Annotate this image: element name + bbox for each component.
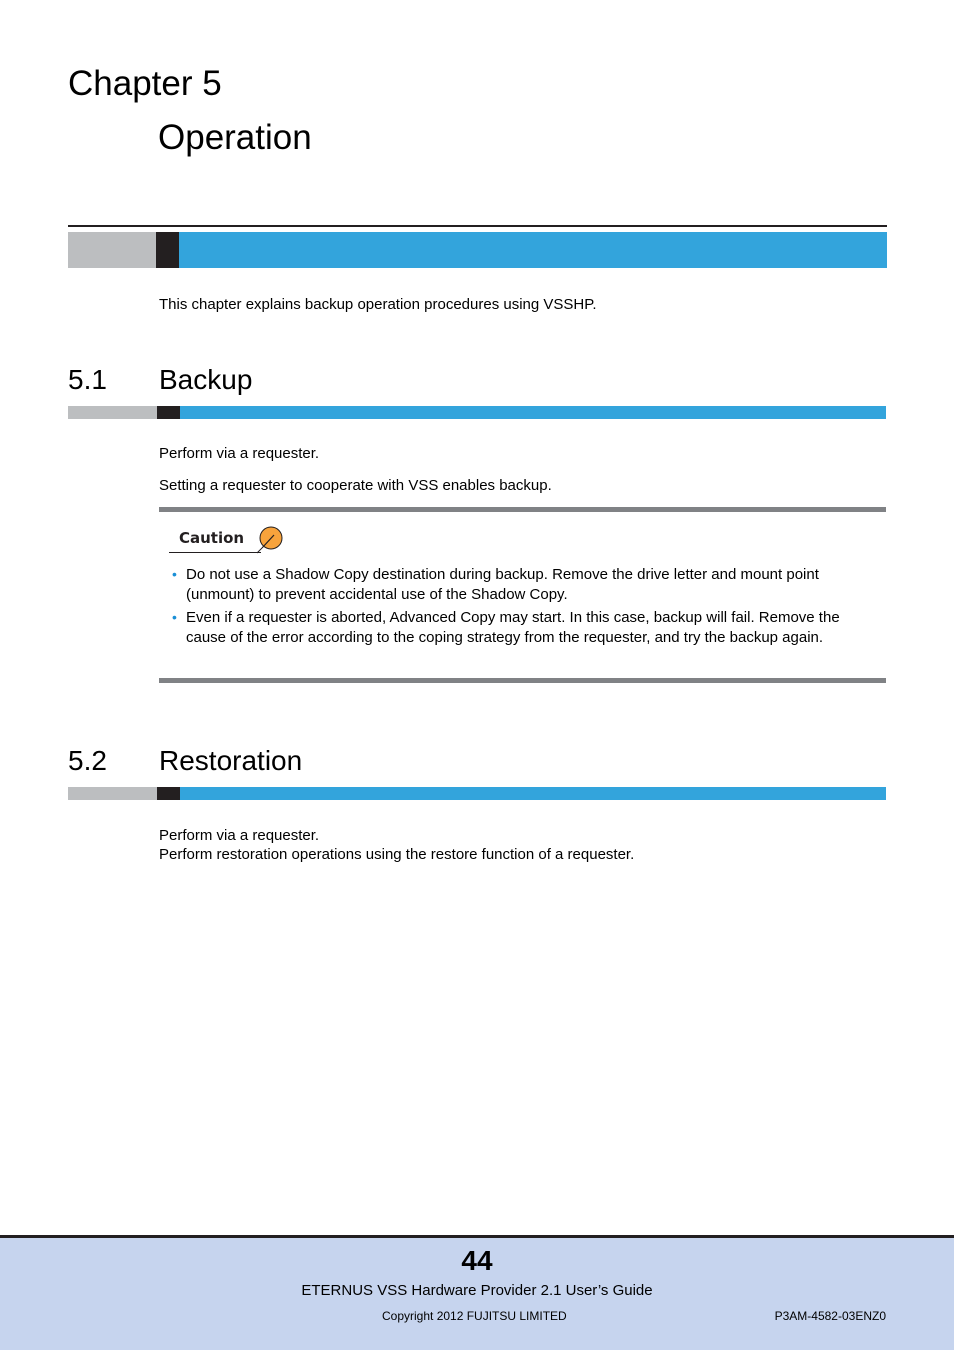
heading-bar-gray-segment bbox=[68, 232, 156, 268]
chapter-intro: This chapter explains backup operation procedures using VSSHP. bbox=[159, 296, 597, 313]
section-title: Backup bbox=[159, 364, 253, 395]
caution-pencil-icon bbox=[255, 524, 285, 554]
heading-bar-blue-segment bbox=[179, 232, 887, 268]
list-item bbox=[172, 565, 872, 604]
section-bar-black-segment bbox=[157, 406, 180, 419]
chapter-rule bbox=[68, 225, 887, 227]
section-bar-blue-segment bbox=[180, 406, 886, 419]
chapter-heading-bar bbox=[68, 232, 887, 268]
bullet-icon: • bbox=[172, 609, 177, 625]
caution-label: Caution bbox=[179, 529, 245, 547]
document-id: P3AM-4582-03ENZ0 bbox=[774, 1309, 886, 1323]
chapter-title: Operation bbox=[158, 118, 312, 157]
section-title: Restoration bbox=[159, 745, 303, 776]
section-heading-bar bbox=[68, 787, 886, 800]
section-heading-bar bbox=[68, 406, 886, 419]
document-title: ETERNUS VSS Hardware Provider 2.1 User’s Guide bbox=[301, 1282, 653, 1299]
list-item-text: Even if a requester is aborted, Advanced Copy may start. In this case, backup will fail. Remove the cause of the error according to the coping strategy from the requester, and try the backup again. bbox=[186, 609, 840, 646]
section-paragraph: Perform via a requester. bbox=[159, 827, 320, 844]
section-number: 5.1 bbox=[68, 364, 107, 395]
copyright-notice: Copyright 2012 FUJITSU LIMITED bbox=[382, 1309, 567, 1323]
section-paragraph: Perform restoration operations using the restore function of a requester. bbox=[159, 846, 635, 863]
section-bar-black-segment bbox=[157, 787, 180, 800]
caution-underline bbox=[169, 552, 261, 553]
caution-bottom-rule bbox=[159, 678, 886, 683]
list-item bbox=[172, 608, 872, 647]
heading-bar-black-segment bbox=[156, 232, 179, 268]
list-item-text: Do not use a Shadow Copy destination during backup. Remove the drive letter and mount point (unmount) to prevent accidental use of the Shadow Copy. bbox=[186, 566, 819, 603]
section-bar-gray-segment bbox=[68, 787, 157, 800]
chapter-label: Chapter 5 bbox=[68, 64, 222, 103]
page-number: 44 bbox=[461, 1245, 493, 1276]
section-bar-blue-segment bbox=[180, 787, 886, 800]
section-bar-gray-segment bbox=[68, 406, 157, 419]
footer-rule bbox=[0, 1235, 954, 1238]
section-paragraph: Setting a requester to cooperate with VSS enables backup. bbox=[159, 477, 552, 494]
section-paragraph: Perform via a requester. bbox=[159, 445, 320, 462]
section-number: 5.2 bbox=[68, 745, 107, 776]
bullet-icon: • bbox=[172, 566, 177, 582]
caution-top-rule bbox=[159, 507, 886, 512]
